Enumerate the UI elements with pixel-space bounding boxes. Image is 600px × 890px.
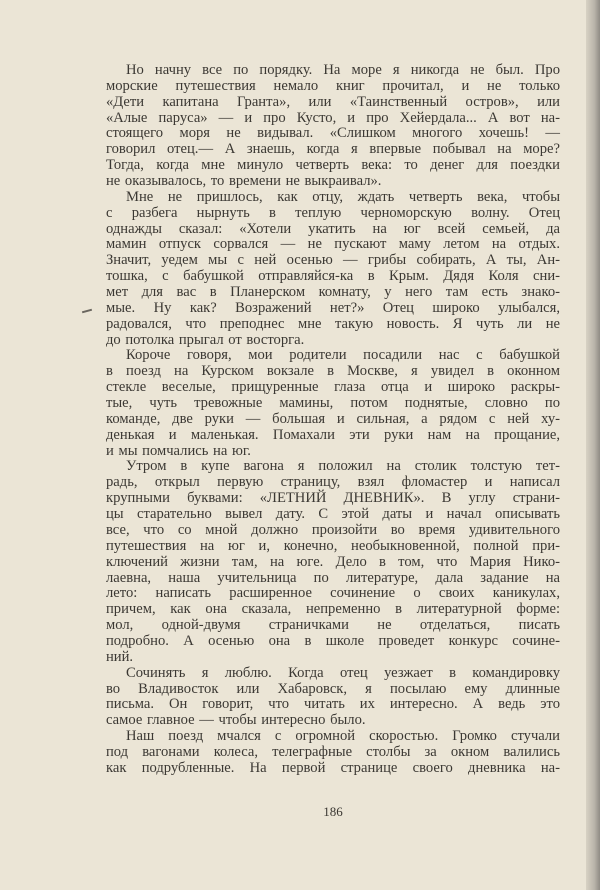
text-line: подробно. А осенью она в школе проведет конкурс сочине- [106, 632, 560, 649]
paragraph [106, 348, 560, 459]
paragraph [106, 63, 560, 190]
text-line: говорил отец.— А знаешь, когда я впервые побывал на море? [106, 141, 560, 158]
text-line: стекле веселые, прищуренные глаза отца и широко раскры- [106, 379, 560, 396]
paragraph [106, 666, 560, 729]
text-line: крупными буквами: «ЛЕТНИЙ ДНЕВНИК». В углу страни- [106, 490, 560, 507]
text-line: с разбега нырнуть в теплую черноморскую волну. Отец [106, 204, 560, 221]
text-line: команде, две руки — большая и сильная, а рядом с ней ху- [106, 410, 560, 427]
text-line: Сочинять я люблю. Когда отец уезжает в командировку [126, 664, 560, 681]
text-line: не оказывалось, то времени не выкраивал». [106, 173, 382, 190]
text-line: Тогда, когда мне минуло четверть века: то денег для поездки [106, 157, 560, 174]
text-line: мамин отпуск сорвался — не пускают маму летом на отдых. [106, 236, 560, 253]
text-line: радовался, что преподнес мне такую новость. Я чуть ли не [106, 315, 560, 332]
text-line: и мы помчались на юг. [106, 442, 251, 459]
text-line: путешествия на юг и, конечно, необыкновенной, полной при- [106, 537, 560, 554]
text-line: стоящего моря не видывал. «Слишком многого хочешь! — [106, 125, 560, 142]
paragraph [106, 729, 560, 777]
text-line: письма. Он говорит, что читать их интересно. А ведь это [106, 696, 560, 713]
text-line: «Алые паруса» — и про Кусто, и про Хейердала... А вот на- [106, 109, 560, 126]
text-line: во Владивосток или Хабаровск, я посылаю ему длинные [106, 680, 560, 697]
text-line: лаевна, наша учительница по литературе, дала задание на [106, 569, 560, 586]
text-line: причем, как она сказала, непременно в литературной форме: [106, 601, 560, 618]
text-line: лето: написать расширенное сочинение о своих каникулах, [106, 585, 560, 602]
paragraph [106, 190, 560, 349]
text-line: тошка, с бабушкой отправляйся-ка в Крым. Дядя Коля сни- [106, 268, 560, 285]
text-line: Утром в купе вагона я положил на столик толстую тет- [126, 458, 560, 475]
text-line: мол, одной-двумя страничками не отделаться, писать [106, 617, 560, 634]
text-line: цы старательно вывел дату. С этой даты и начал описывать [106, 506, 560, 523]
text-line: морские путешествия немало книг прочитал, и не только [106, 77, 560, 94]
text-line: все, что со мной должно произойти во время удивительного [106, 521, 560, 538]
text-line: ключений жизни там, на юге. Дело в том, что Мария Нико- [106, 553, 560, 570]
text-line: как подрубленные. На первой странице своего дневника на- [106, 759, 560, 776]
text-line: тые, чуть тревожные мамины, потом поднятые, словно по [106, 395, 560, 412]
text-line: Но начну все по порядку. На море я никогда не был. Про [126, 62, 560, 78]
text-line: радь, открыл первую страницу, взял фломастер и написал [106, 474, 560, 491]
text-line: однажды сказал: «Хотели укатить на юг всей семьей, да [106, 220, 560, 237]
text-line: Мне не пришлось, как отцу, ждать четверть века, чтобы [126, 188, 560, 205]
text-line: в поезд на Курском вокзале в Москве, я увидел в оконном [106, 363, 560, 380]
text-line: Значит, уедем мы с ней осенью — грибы собирать, А ты, Ан- [106, 252, 560, 269]
text-line: Наш поезд мчался с огромной скоростью. Громко стучали [126, 728, 560, 745]
paragraph [106, 459, 560, 665]
text-line: Короче говоря, мои родители посадили нас с бабушкой [126, 347, 560, 364]
text-line: «Дети капитана Гранта», или «Таинственный остров», или [106, 93, 560, 110]
text-line: ний. [106, 648, 134, 665]
margin-pencil-mark [82, 309, 92, 314]
text-line: мет для вас в Планерском комнату, у него там есть знако- [106, 284, 560, 301]
text-line: до потолка прыгал от восторга. [106, 331, 305, 348]
text-line: денькая и маленькая. Помахали эти руки нам на прощание, [106, 426, 560, 443]
text-line: самое главное — чтобы интересно было. [106, 712, 366, 729]
text-line: мые. Ну как? Возражений нет?» Отец широко улыбался, [106, 299, 560, 316]
page-binding-edge [586, 0, 600, 890]
page-body-text [106, 63, 560, 777]
text-line: под вагонами колеса, телеграфные столбы за окном валились [106, 743, 560, 760]
page-number: 186 [323, 804, 343, 819]
